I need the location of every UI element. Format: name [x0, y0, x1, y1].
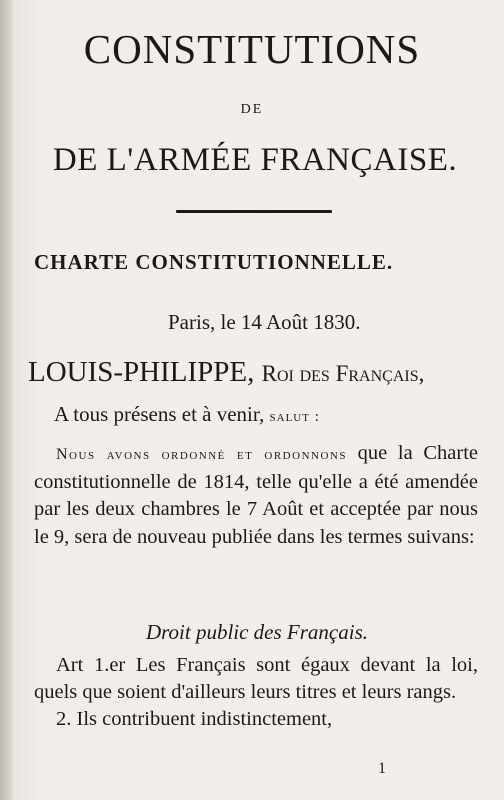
- salutation-salut: salut :: [269, 409, 320, 425]
- preamble-body: que la Charte constitutionnelle de 1814, telle qu'elle a été amendée par les deux chambres le 7 Août et acceptée par nous le 9, sera de nouveau publiée dans les termes suivans:: [34, 442, 479, 548]
- king-line: [28, 356, 424, 389]
- article-2-number: 2.: [56, 708, 72, 730]
- title-rule: [176, 210, 332, 213]
- preamble-paragraph: [34, 440, 478, 551]
- article-1: [34, 652, 478, 706]
- document-title: CONSTITUTIONS: [83, 26, 421, 72]
- king-title: Roi des Français,: [261, 361, 425, 386]
- article-1-text: Les Français sont égaux devant la loi, quels que soient d'ailleurs leurs titres et leurs rangs.: [34, 654, 479, 703]
- article-2: [34, 706, 478, 733]
- article-2-text: Ils contribuent indistinctement,: [76, 708, 333, 730]
- title-connector: DE: [240, 102, 264, 117]
- page-gutter: [0, 0, 14, 800]
- charter-heading: CHARTE CONSTITUTIONNELLE.: [34, 250, 394, 274]
- page-number: 1: [378, 760, 386, 777]
- salutation: [54, 402, 320, 427]
- article-1-number: Art 1.er: [56, 654, 126, 676]
- dateline: Paris, le 14 Août 1830.: [168, 310, 361, 334]
- articles: [34, 652, 478, 733]
- document-subtitle: DE L'ARMÉE FRANÇAISE.: [52, 142, 458, 178]
- king-name: LOUIS-PHILIPPE,: [28, 356, 255, 388]
- section-title: Droit public des Français.: [145, 620, 369, 644]
- preamble-lead: Nous avons ordonné et ordonnons: [56, 446, 347, 463]
- salutation-text: A tous présens et à venir,: [54, 402, 265, 426]
